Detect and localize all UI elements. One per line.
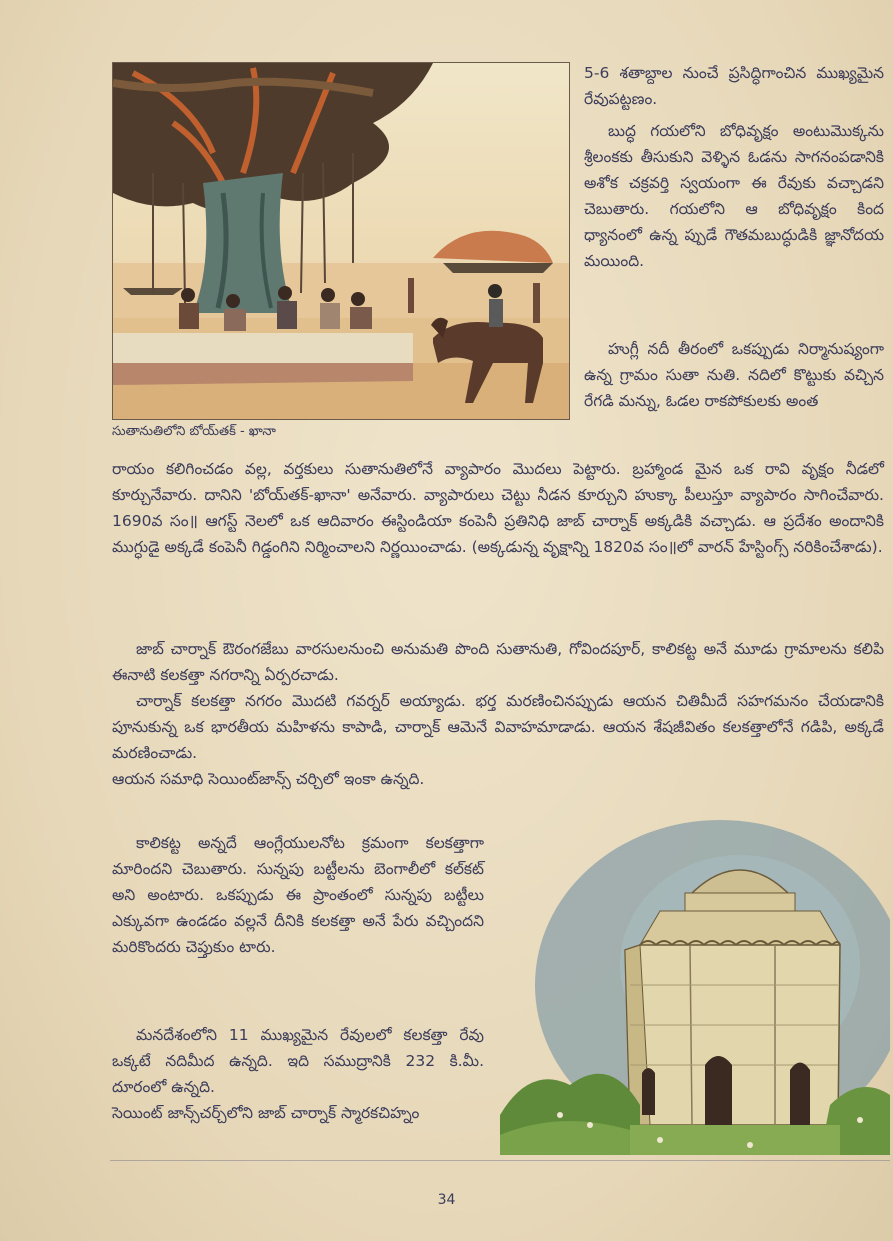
paragraph-calcutta-founding: జాబ్ చార్నాక్ ఔరంగజేబు వారసులనుంచి అనుమతి పొంది సుతానుతి, గోవిందపూర్, కాలికట్ట అనే మూడు గ్రామాలను కలిపి ఈనాటి కలకత్తా నగరాన్ని ఏర్పరచాడు. <box>112 640 884 684</box>
charnock-memorial-illustration <box>500 815 890 1155</box>
paragraph-charnock-governor: చార్నాక్ కలకత్తా నగరం మొదటి గవర్నర్ అయ్యాడు. భర్త మరణించినప్పుడు ఆయన చితిమీదే సహగమనం చేయడానికి పూనుకున్న ఒక భారతీయ మహిళను కాపాడి, చార్నాక్ ఆమెనే వివాహమాడాడు. ఆయన శేషజీవితం కలకత్తాలోనే గడిపి, అక్కడే మరణించాడు. <box>112 692 884 762</box>
page-number: 34 <box>437 1192 456 1208</box>
paragraph-bodhi-tree: బుద్ధ గయలోని బోధివృక్షం అంటుమొక్కను శ్రీలంకకు తీసుకుని వెళ్ళిన ఓడను సాగనంపడానికి అశోక చక్రవర్తి స్వయంగా ఈ రేవుకు వచ్చాడని చెబుతారు. గయలోని ఆ బోధివృక్షం కింద ధ్యానంలో ఉన్న ప్పుడే గౌతమబుద్ధుడికి జ్ఞానోదయ మయింది. <box>584 122 884 270</box>
paragraph-sutanuti-intro: హుగ్లీ నదీ తీరంలో ఒకప్పుడు నిర్మానుష్యంగా ఉన్న గ్రామం సుతా నుతి. నదిలో కొట్టుకు వచ్చిన రేగడి మన్ను, ఓడల రాకపోకులకు అంత <box>584 340 884 410</box>
paragraph-sutanuti-trade: రాయం కలిగించడం వల్ల, వర్తకులు సుతానుతిలోనే వ్యాపారం మొదలు పెట్టారు. బ్రహ్మాండ మైన ఒక రావి వృక్షం నీడలో కూర్చునేవారు. దానిని 'బోయ్‌తక్-ఖానా' అనేవారు. వ్యాపారులు చెట్టు నీడన కూర్చుని హుక్కా పీలుస్తూ వ్యాపారం సాగించేవారు. 1690వ సం॥ ఆగస్ట్ నెలలో ఒక ఆదివారం ఈస్టిండియా కంపెనీ ప్రతినిధి జాబ్ చార్నాక్ అక్కడికి వచ్చాడు. ఆ ప్రదేశం అందానికి ముగ్ధుడై అక్కడే కంపెనీ గిడ్డంగిని నిర్మించాలని నిర్ణయించాడు. (అక్కడున్న వృక్షాన్ని 1820వ సం॥లో వారన్ హేస్టింగ్స్ నరికించేశాడు). <box>112 460 884 556</box>
paragraph-name-origin: కాలికట్ట అన్నదే ఆంగ్లేయులనోట క్రమంగా కలకత్తాగా మారిందని చెబుతారు. సున్నపు బట్టీలను బెంగాలీలో కల్‌కట్ అని అంటారు. ఒకప్పుడు ఈ ప్రాంతంలో సున్నపు బట్టీలు ఎక్కువగా ఉండడం వల్లనే దీనికి కలకత్తా అనే పేరు వచ్చిందని మరికొందరు చెప్తుకుం టారు. <box>112 834 484 956</box>
paragraph-memorial-caption: సెయింట్ జాన్స్‌చర్చ్‌లోని జాబ్ చార్నాక్ స్మారకచిహ్నం <box>112 1104 420 1122</box>
divider-line <box>110 1160 890 1161</box>
charnock-tomb-image <box>500 815 890 1155</box>
paragraph-calcutta-port: మనదేశంలోని 11 ముఖ్యమైన రేవులలో కలకత్తా రేవు ఒక్కటే నదిమీద ఉన్నది. ఇది సముద్రానికి 232 కి.మీ. దూరంలో ఉన్నది. <box>112 1026 484 1096</box>
figure-caption: సుతానుతిలోని బోయ్‌తక్ - ఖానా <box>112 424 276 439</box>
banyan-tree-scene-image <box>113 63 569 419</box>
paragraph-charnock-tomb: ఆయన సమాధి సెయింట్‌జాన్స్ చర్చిలో ఇంకా ఉన్నది. <box>112 770 425 788</box>
boytak-khana-illustration <box>112 62 570 420</box>
paragraph-port-history: 5-6 శతాబ్దాల నుంచే ప్రసిద్ధిగాంచిన ముఖ్యమైన రేవుపట్టణం. <box>584 64 884 108</box>
